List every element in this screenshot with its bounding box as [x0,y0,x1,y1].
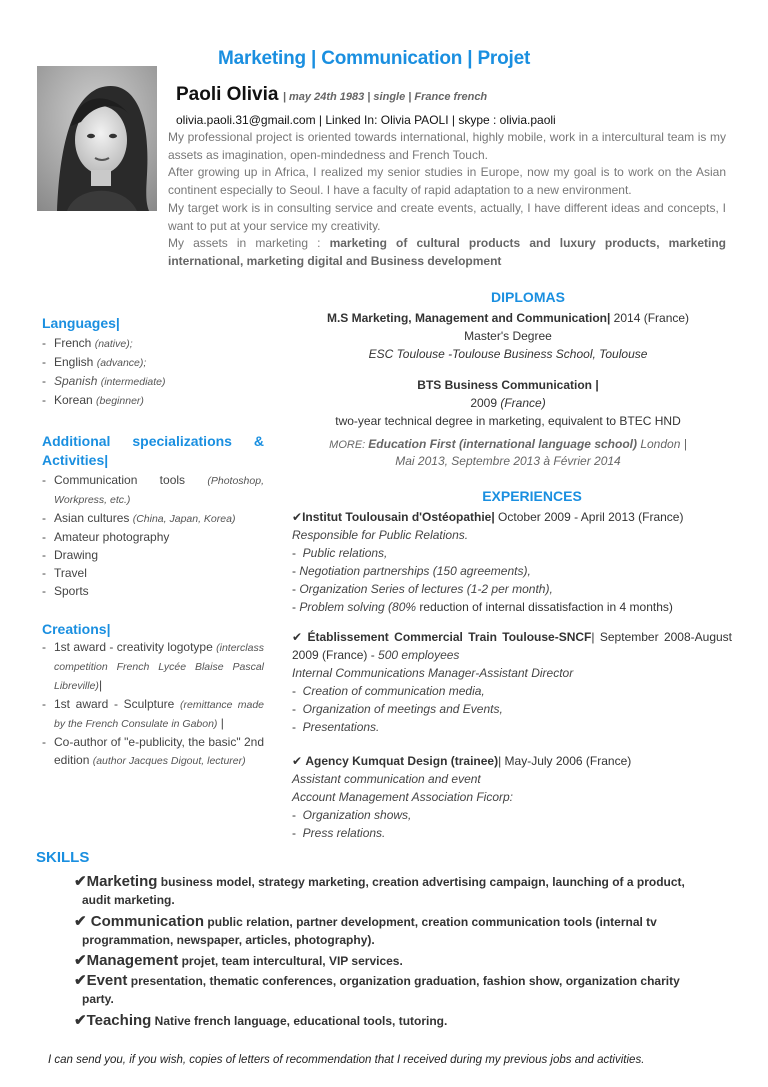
check-icon: ✔ [74,952,87,969]
summary-paragraph: After growing up in Africa, I realized my senior studies in Europe, now my goal is to work on the Asian continent especially to Seoul. I have a faculty of rapid adaptation to a new environment. [168,165,726,198]
personal-info: | may 24th 1983 | single | France french [282,91,488,103]
summary-assets: marketing of cultural products and luxury products, marketing international, marketing digital and Business development [168,236,726,268]
company-name: Établissement Commercial Train Toulouse-SNCF [307,630,592,644]
specializations-list [42,471,264,600]
list-item: - 1st award - Sculpture (remittance made by the French Consulate in Gabon) | [42,695,264,733]
check-icon: ✔ [74,913,87,930]
creations-section [42,621,264,770]
diploma-school: ESC Toulouse -Toulouse Business School, Toulouse [368,347,648,361]
diploma-degree: Master's Degree [464,329,552,343]
list-item: - French (native); [42,334,264,353]
languages-heading: Languages| [42,315,120,331]
more-school: Education First (international language school) [368,437,637,451]
more-label: MORE: [329,439,369,451]
experiences-section [292,488,732,842]
check-icon: ✔ [292,510,303,524]
list-item: - Communication tools (Photoshop, Workpress, etc.) [42,471,264,509]
check-icon: ✔ [74,972,87,989]
check-icon: ✔ [292,630,308,644]
creations-list [42,638,264,770]
job-role: Assistant communication and event [292,772,481,786]
list-item: - Sports [42,582,264,600]
list-item: - Asian cultures (China, Japan, Korea) [42,509,264,528]
check-icon: ✔ [292,754,306,768]
summary-lead: My assets in marketing : [168,236,330,251]
diploma-2: BTS Business Communication | 2009 (France) two-year technical degree in marketing, equivalent to BTEC HND [288,376,728,430]
skill-communication: ✔ Communication public relation, partner development, creation communication tools (internal tv programmation, newspaper, articles, photography). [74,913,657,947]
job-role: Responsible for Public Relations. [292,528,469,542]
job-role: Account Management Association Ficorp: [292,790,513,804]
creations-heading: Creations| [42,621,111,637]
diploma-1: M.S Marketing, Management and Communication| 2014 (France) Master's Degree ESC Toulouse -Toulouse Business School, Toulouse [288,309,728,363]
languages-list [42,334,264,410]
name-line [176,84,487,106]
company-name: Agency Kumquat Design (trainee) [305,754,499,768]
skills-heading: SKILLS [36,849,90,866]
diplomas-heading: DIPLOMAS [491,289,565,305]
experience-2: ✔ Établissement Commercial Train Toulouse-SNCF| September 2008-August 2009 (France) - 500 employees Internal Communications Manager-Assistant Director - Creation of communication media, - Organization of meetings and Events, - Presentations. [292,630,732,734]
portrait-image [37,66,157,211]
experience-1: ✔Institut Toulousain d'Ostéopathie| October 2009 - April 2013 (France) Responsible for Public Relations. - Public relations, - Negotiation partnerships (150 agreements), - Organization Series of lectures (1-2 per month), - Problem solving (80% reduction of internal dissatisfaction in 4 months) [292,510,684,614]
list-item: - Travel [42,564,264,582]
list-item: - Spanish (intermediate) [42,372,264,391]
list-item: - Amateur photography [42,528,264,546]
check-icon: ✔ [74,873,87,890]
list-item: - Co-author of "e-publicity, the basic" 2nd edition (author Jacques Digout, lecturer) [42,733,264,770]
contact-info: olivia.paoli.31@gmail.com | Linked In: Olivia PAOLI | skype : olivia.paoli [176,113,556,127]
check-icon: ✔ [74,1012,87,1029]
more-dates: Mai 2013, Septembre 2013 à Février 2014 [395,454,621,468]
candidate-name: Paoli Olivia [176,84,279,105]
summary-paragraph: My professional project is oriented towards international, highly mobile, work in a intercultural team is my assets as imagination, open-mindedness and French Touch. [168,130,726,162]
footer-note: I can send you, if you wish, copies of letters of recommendation that I received during my previous jobs and activities. [48,1054,645,1066]
page-title: Marketing | Communication | Projet [218,48,531,69]
skill-marketing: ✔Marketing business model, strategy marketing, creation advertising campaign, launching of a product, audit marketing. [74,873,685,907]
list-item: - Drawing [42,546,264,564]
diplomas-section [288,289,728,468]
specializations-heading: Additional specializations & Activities| [42,433,264,468]
skill-teaching: ✔Teaching Native french language, educational tools, tutoring. [74,1012,448,1029]
summary-paragraph: My target work is in consulting service and create events, actually, I have different ideas and concepts, I want to put at your service my creativity. [168,200,726,233]
profile-photo [37,66,157,211]
list-item: - English (advance); [42,353,264,372]
experience-3: ✔ Agency Kumquat Design (trainee)| May-July 2006 (France) Assistant communication and event Account Management Association Ficorp: - Organization shows, - Press relations. [292,754,632,840]
summary-paragraph [168,235,726,270]
skill-management: ✔Management projet, team intercultural, VIP services. [74,952,403,969]
diploma-more: MORE: Education First (international language school) London | Mai 2013, Septembre 2013 à Février 2014 [329,437,687,468]
company-name: Institut Toulousain d'Ostéopathie| [302,510,495,524]
job-role: Internal Communications Manager-Assistant Director [292,666,574,680]
diploma-title: M.S Marketing, Management and Communication| [326,311,611,325]
skill-event: ✔Event presentation, thematic conferences, organization graduation, fashion show, organization charity party. [74,972,680,1006]
experiences-heading: EXPERIENCES [482,488,582,504]
diploma-description: two-year technical degree in marketing, equivalent to BTEC HND [335,414,681,428]
professional-summary [168,129,726,271]
list-item: - Korean (beginner) [42,391,264,410]
languages-section [42,315,264,410]
diploma-title: BTS Business Communication | [417,378,599,392]
list-item: - 1st award - creativity logotype (interclass competition French Lycée Blaise Pascal Libreville)| [42,638,264,695]
specializations-section [42,432,264,600]
